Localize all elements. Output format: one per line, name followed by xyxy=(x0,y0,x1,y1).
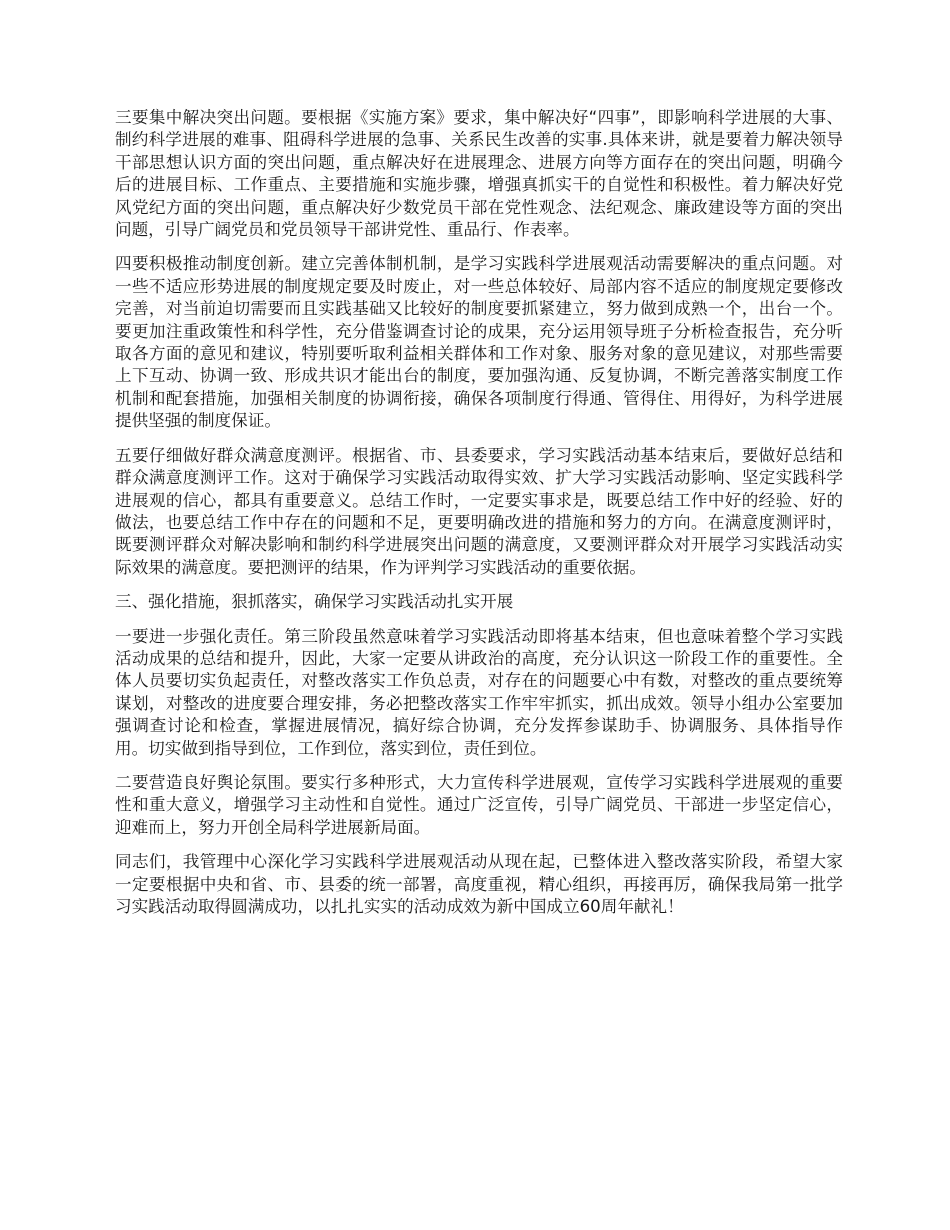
paragraph-closing: 同志们，我管理中心深化学习实践科学进展观活动从现在起，已整体进入整改落实阶段，希望大家一定要根据中央和省、市、县委的统一部署，高度重视，精心组织，再接再厉，确保我局第一批学习实践活动取得圆满成功，以扎扎实实的活动成效为新中国成立60周年献礼！ xyxy=(115,852,843,916)
document-body xyxy=(115,107,843,930)
paragraph-strengthen-responsibility: 一要进一步强化责任。第三阶段虽然意味着学习实践活动即将基本结束，但也意味着整个学习实践活动成果的总结和提升，因此，大家一定要从讲政治的高度，充分认识这一阶段工作的重要性。全体人员要切实负起责任，对整改落实工作负总责，对存在的问题要心中有数，对整改的重点要统筹谋划，对整改的进度要合理安排，务必把整改落实工作牢牢抓实，抓出成效。领导小组办公室要加强调查讨论和检查，掌握进展情况，搞好综合协调，充分发挥参谋助手、协调服务、具体指导作用。切实做到指导到位，工作到位，落实到位，责任到位。 xyxy=(115,626,843,758)
paragraph-public-opinion: 二要营造良好舆论氛围。要实行多种形式，大力宣传科学进展观，宣传学习实践科学进展观的重要性和重大意义，增强学习主动性和自觉性。通过广泛宣传，引导广阔党员、干部进一步坚定信心，迎难而上，努力开创全局科学进展新局面。 xyxy=(115,772,843,837)
section-heading-measures: 三、强化措施，狠抓落实，确保学习实践活动扎实开展 xyxy=(115,592,514,612)
paragraph-satisfaction-survey: 五要仔细做好群众满意度测评。根据省、市、县委要求，学习实践活动基本结束后，要做好总结和群众满意度测评工作。这对于确保学习实践活动取得实效、扩大学习实践活动影响、坚定实践科学进展观的信心，都具有重要意义。总结工作时，一定要实事求是，既要总结工作中好的经验、好的做法，也要总结工作中存在的问题和不足，更要明确改进的措施和努力的方向。在满意度测评时，既要测评群众对解决影响和制约科学进展突出问题的满意度，又要测评群众对开展学习实践活动实际效果的满意度。要把测评的结果，作为评判学习实践活动的重要依据。 xyxy=(115,445,843,577)
paragraph-problem-solving: 三要集中解决突出问题。要根据《实施方案》要求，集中解决好“四事”，即影响科学进展的大事、制约科学进展的难事、阻碍科学进展的急事、关系民生改善的实事.具体来讲，就是要着力解决领导干部思想认识方面的突出问题，重点解决好在进展理念、进展方向等方面存在的突出问题，明确今后的进展目标、工作重点、主要措施和实施步骤，增强真抓实干的自觉性和积极性。着力解决好党风党纪方面的突出问题，重点解决好少数党员干部在党性观念、法纪观念、廉政建设等方面的突出问题，引导广阔党员和党员领导干部讲党性、重品行、作表率。 xyxy=(115,108,843,240)
paragraph-institutional-innovation: 四要积极推动制度创新。建立完善体制机制，是学习实践科学进展观活动需要解决的重点问题。对一些不适应形势进展的制度规定要及时废止，对一些总体较好、局部内容不适应的制度规定要修改完善，对当前迫切需要而且实践基础又比较好的制度要抓紧建立，努力做到成熟一个，出台一个。要更加注重政策性和科学性，充分借鉴调查讨论的成果，充分运用领导班子分析检查报告，充分听取各方面的意见和建议，特别要听取利益相关群体和工作对象、服务对象的意见建议，对那些需要上下互动、协调一致、形成共识才能出台的制度，要加强沟通、反复协调，不断完善落实制度工作机制和配套措施，加强相关制度的协调衔接，确保各项制度行得通、管得住、用得好，为科学进展提供坚强的制度保证。 xyxy=(115,254,843,431)
